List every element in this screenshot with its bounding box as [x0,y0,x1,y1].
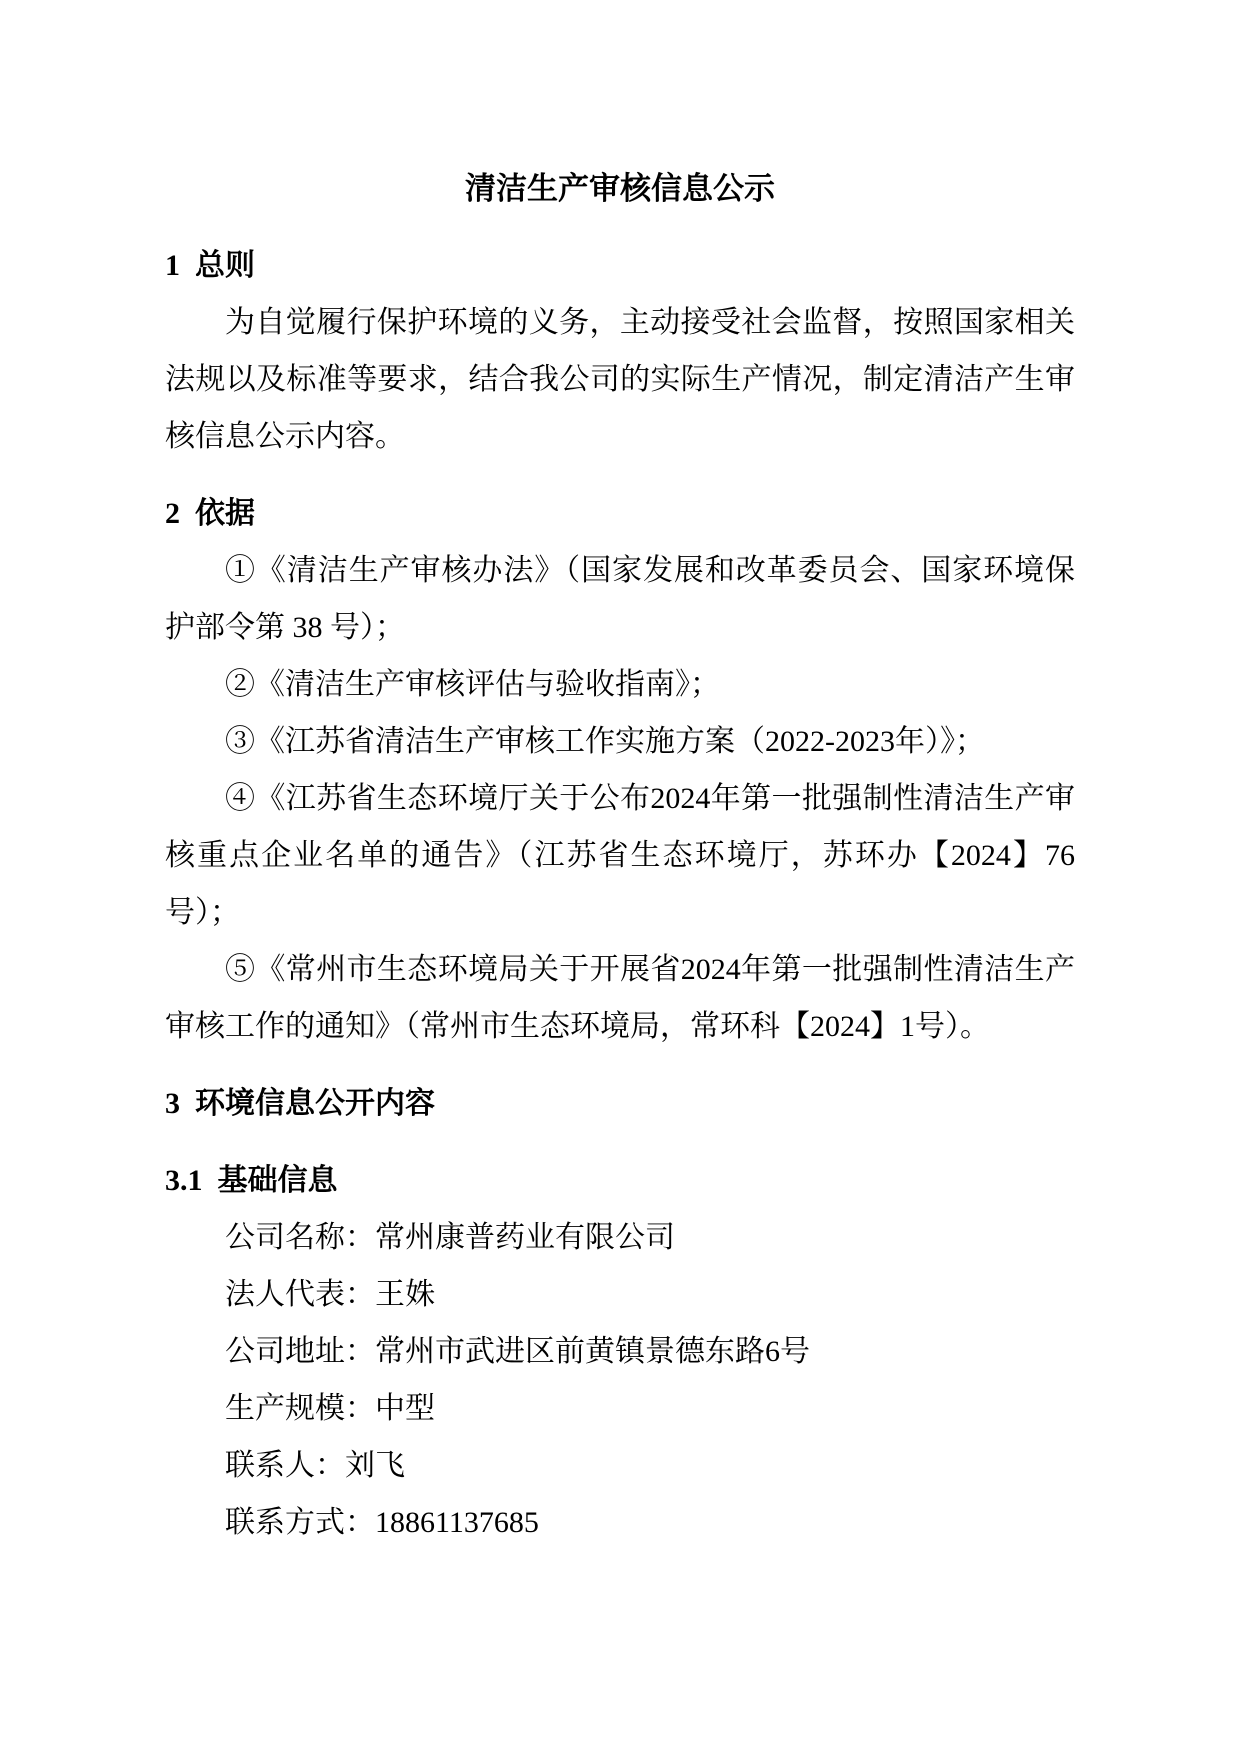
info-field-contact-phone [165,1494,1075,1551]
info-field-company-address [165,1323,1075,1380]
field-value: 常州康普药业有限公司 [375,1221,675,1254]
field-label: 生产规模： [225,1392,375,1425]
info-field-company-name [165,1209,1075,1266]
info-field-production-scale [165,1380,1075,1437]
basis-item-1: ①《清洁生产审核办法》（国家发展和改革委员会、国家环境保护部令第 38 号）； [165,554,1075,644]
subsection-heading-basic-info: 3.1 基础信息 [165,1164,338,1197]
field-label: 公司地址： [225,1335,375,1368]
field-label: 联系人： [225,1449,345,1482]
info-field-legal-representative [165,1266,1075,1323]
section-heading-general: 1 总则 [165,249,255,282]
document-title: 清洁生产审核信息公示 [465,171,775,206]
field-label: 法人代表： [225,1278,375,1311]
basis-item-2: ②《清洁生产审核评估与验收指南》； [225,668,720,701]
general-paragraph: 为自觉履行保护环境的义务，主动接受社会监督，按照国家相关法规以及标准等要求，结合我公司的实际生产情况，制定清洁产生审核信息公示内容。 [165,306,1075,453]
field-label: 联系方式： [225,1506,375,1539]
section-heading-disclosure: 3 环境信息公开内容 [165,1087,435,1120]
field-value: 常州市武进区前黄镇景德东路6号 [375,1335,810,1368]
field-label: 公司名称： [225,1221,375,1254]
field-value: 中型 [375,1392,435,1425]
field-value: 刘飞 [345,1449,405,1482]
field-value: 王姝 [375,1278,435,1311]
section-heading-basis: 2 依据 [165,497,255,530]
basis-item-4: ④《江苏省生态环境厅关于公布2024年第一批强制性清洁生产审核重点企业名单的通告》（江苏省生态环境厅，苏环办【2024】76号）； [165,782,1075,929]
basis-item-5: ⑤《常州市生态环境局关于开展省2024年第一批强制性清洁生产审核工作的通知》（常州市生态环境局，常环科【2024】1号）。 [165,953,1075,1043]
field-value: 18861137685 [375,1506,539,1539]
info-field-contact-person [165,1437,1075,1494]
basis-item-3: ③《江苏省清洁生产审核工作实施方案（2022-2023年）》； [225,725,985,758]
